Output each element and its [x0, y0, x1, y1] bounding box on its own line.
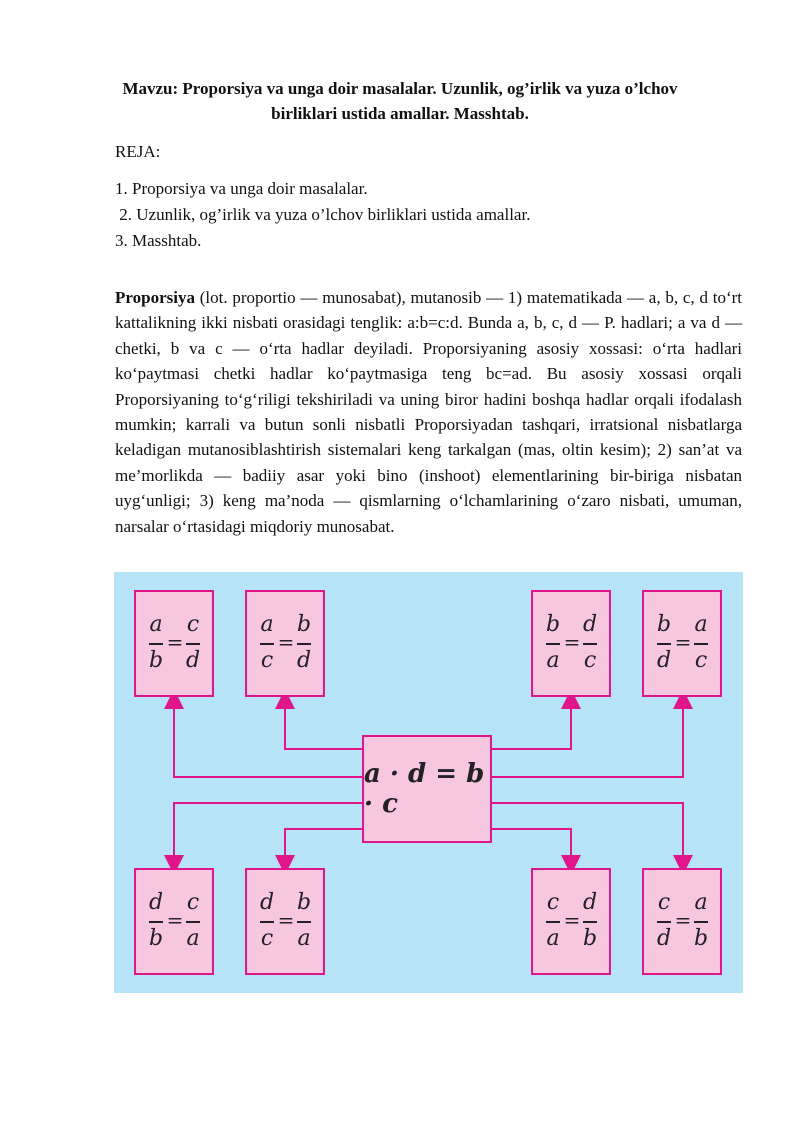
numerator: a [149, 612, 163, 637]
denominator: a [297, 926, 311, 951]
fraction-pair [247, 592, 323, 695]
fraction-bar [186, 921, 200, 923]
numerator: b [545, 612, 561, 637]
denominator: d [656, 648, 672, 673]
connector-line [285, 829, 362, 865]
plan-list [115, 176, 530, 254]
numerator: c [186, 890, 200, 915]
denominator: c [260, 926, 274, 951]
denominator: d [185, 648, 201, 673]
fraction-bar [297, 643, 311, 645]
equals-sign: = [277, 630, 295, 654]
equals-sign: = [166, 908, 184, 932]
denominator: b [582, 926, 598, 951]
denominator: a [546, 926, 560, 951]
numerator: a [694, 890, 708, 915]
connector-line [492, 699, 571, 749]
plan-heading: REJA: [115, 142, 161, 161]
definition-text: (lot. proportio — munosabat), mutanosib — 1) matematikada — a, b, c, d to‘rt kattalikning ikki nisbati orasidagi tenglik: a:b=c:d. Bunda a, b, c, d — P. hadlari; a va d — chetki, b va c — o‘rta hadlar deyiladi. Proporsiyaning asosiy xossasi: o‘rta hadlari ko‘paytmasi chetki hadlar ko‘paytmasiga teng bc=ad. Bu asosiy xossasi orqali Proporsiyaning to‘g‘riligi tekshiriladi va uning biror hadini boshqa hadlar orqali ifodalash mumkin; karrali va butun sonli nisbatli Proporsiyadan tashqari, irratsional nisbatlarga keladigan mutanosiblashtirish sistemalari keng tarkalgan (mas, oltin kesim); 2) san’at va me’morlikda — badiiy asar yoki bino (inshoot) elementlarining bir-biriga nisbatan uyg‘unligi; 3) keng ma’noda — qismlarning o‘lchamlarining o‘zaro nisbati, umuman, narsalar o‘rtasidagi miqdoriy munosabat. [115, 288, 742, 536]
fraction-bar [297, 921, 311, 923]
equals-sign: = [277, 908, 295, 932]
numerator: c [546, 890, 560, 915]
fraction-pair [136, 870, 212, 973]
fraction-bar [657, 643, 671, 645]
equals-sign: = [563, 908, 581, 932]
numerator: c [657, 890, 671, 915]
fraction-bar [546, 921, 560, 923]
denominator: c [694, 648, 708, 673]
numerator: b [656, 612, 672, 637]
connector-line [492, 803, 683, 865]
proportion-box [642, 590, 722, 697]
numerator: a [260, 612, 274, 637]
denominator: a [546, 648, 560, 673]
fraction-bar [694, 643, 708, 645]
proportion-box [245, 868, 325, 975]
connector-line [174, 803, 362, 865]
center-equation: a · d = b · c [364, 759, 485, 819]
proportion-box [134, 868, 214, 975]
numerator: b [296, 890, 312, 915]
fraction-pair [533, 592, 609, 695]
denominator: c [583, 648, 597, 673]
plan-item: 1. Proporsiya va unga doir masalalar. [115, 179, 368, 198]
denominator: b [693, 926, 709, 951]
term-bold: Proporsiya [115, 288, 195, 307]
proportion-box [245, 590, 325, 697]
denominator: c [260, 648, 274, 673]
denominator: d [656, 926, 672, 951]
fraction-pair [644, 592, 720, 695]
connector-line [492, 699, 683, 777]
equals-sign: = [674, 630, 692, 654]
fraction-pair [644, 870, 720, 973]
equals-sign: = [166, 630, 184, 654]
fraction-bar [149, 921, 163, 923]
equals-sign: = [563, 630, 581, 654]
fraction-bar [694, 921, 708, 923]
fraction-bar [260, 643, 274, 645]
definition-paragraph [115, 285, 742, 539]
connector-line [285, 699, 362, 749]
center-equation-box [362, 735, 492, 843]
numerator: d [582, 612, 598, 637]
fraction-bar [149, 643, 163, 645]
proportion-box [531, 590, 611, 697]
fraction-bar [657, 921, 671, 923]
proportion-box [531, 868, 611, 975]
proportion-box [642, 868, 722, 975]
fraction-pair [533, 870, 609, 973]
plan-item: 3. Masshtab. [115, 231, 202, 250]
denominator: a [186, 926, 200, 951]
connector-line [492, 829, 571, 865]
numerator: b [296, 612, 312, 637]
fraction-bar [583, 643, 597, 645]
plan-item: 2. Uzunlik, og’irlik va yuza o’lchov birliklari ustida amallar. [115, 205, 531, 224]
fraction-pair [247, 870, 323, 973]
numerator: a [694, 612, 708, 637]
proportion-diagram [114, 572, 743, 993]
numerator: d [148, 890, 164, 915]
numerator: d [582, 890, 598, 915]
fraction-bar [260, 921, 274, 923]
numerator: d [259, 890, 275, 915]
fraction-pair [136, 592, 212, 695]
fraction-bar [583, 921, 597, 923]
document-title: Mavzu: Proporsiya va unga doir masalalar. Uzunlik, og’irlik va yuza o’lchov birliklari ustida amallar. Masshtab. [122, 79, 678, 123]
denominator: d [296, 648, 312, 673]
equals-sign: = [674, 908, 692, 932]
denominator: b [148, 926, 164, 951]
connector-line [174, 699, 362, 777]
fraction-bar [186, 643, 200, 645]
denominator: b [148, 648, 164, 673]
proportion-box [134, 590, 214, 697]
numerator: c [186, 612, 200, 637]
fraction-bar [546, 643, 560, 645]
